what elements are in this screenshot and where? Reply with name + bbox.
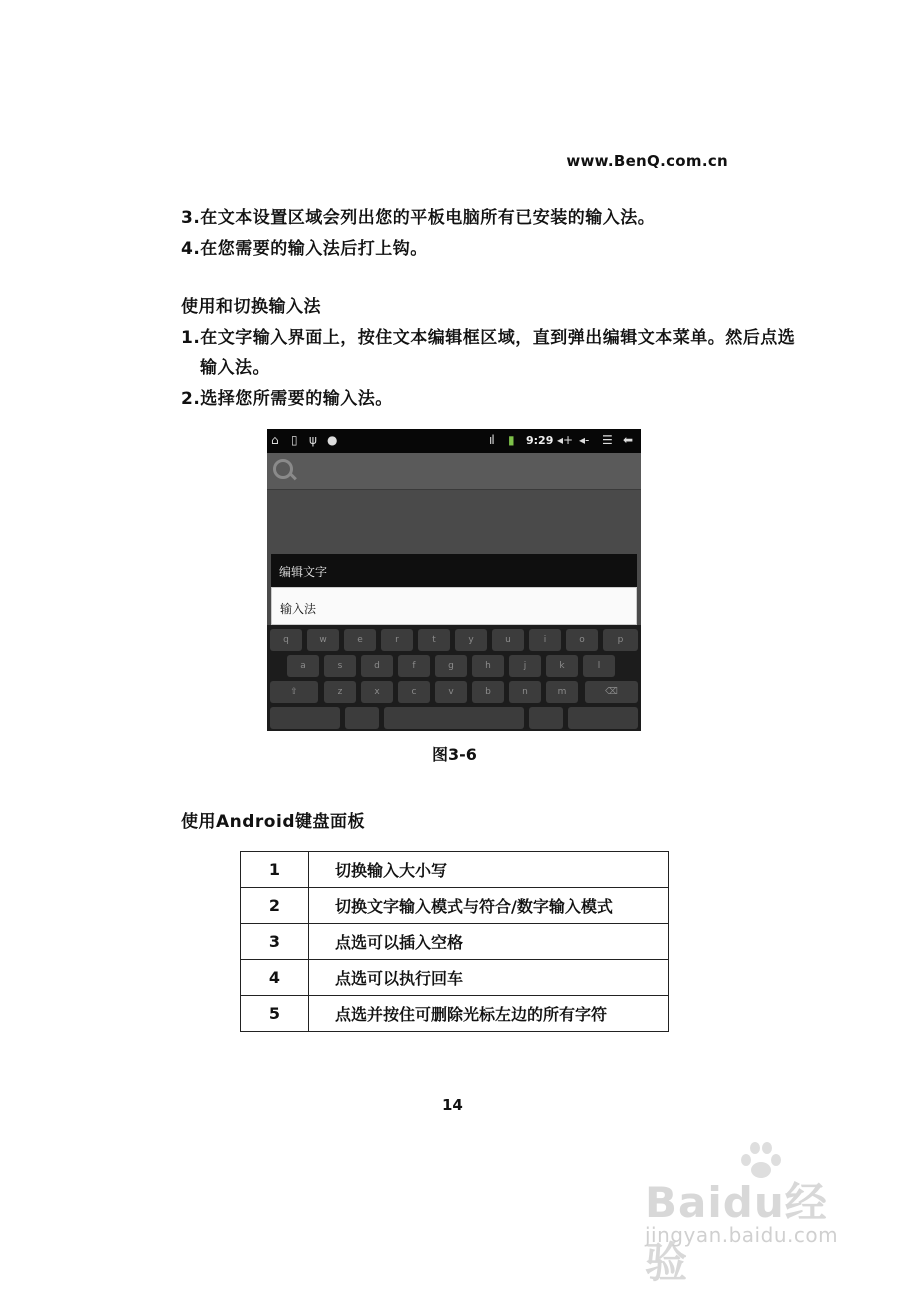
key[interactable]: m (546, 681, 578, 703)
key[interactable]: u (492, 629, 524, 651)
key[interactable]: l (583, 655, 615, 677)
key[interactable]: b (472, 681, 504, 703)
row-number: 4 (241, 960, 309, 996)
keyboard-function-table (240, 851, 669, 1032)
wifi-signal-icon: ıl (489, 433, 494, 447)
table-row (241, 960, 669, 996)
space-key[interactable] (384, 707, 524, 729)
key[interactable]: i (529, 629, 561, 651)
key[interactable]: z (324, 681, 356, 703)
row-number: 2 (241, 888, 309, 924)
figure-caption: 图3-6 (432, 745, 477, 764)
search-icon (273, 459, 293, 479)
table-row (241, 996, 669, 1032)
key[interactable]: f (398, 655, 430, 677)
row-description: 点选可以执行回车 (309, 960, 669, 996)
site-url: www.BenQ.com.cn (566, 152, 728, 170)
watermark-url: jingyan.baidu.com (645, 1223, 839, 1247)
section-heading-switch: 使用和切换输入法 (181, 297, 321, 317)
android-screenshot (267, 429, 641, 731)
page-number: 14 (442, 1096, 463, 1114)
keyboard-row-4 (267, 707, 641, 731)
key[interactable]: d (361, 655, 393, 677)
sd-card-icon: ▯ (291, 433, 298, 447)
key[interactable]: j (509, 655, 541, 677)
switch-step-1-line-2: 输入法。 (200, 358, 270, 378)
row-description: 切换输入大小写 (309, 852, 669, 888)
key[interactable]: r (381, 629, 413, 651)
step-4-text: 4.在您需要的输入法后打上钩。 (181, 239, 428, 259)
backspace-icon: ⌫ (605, 687, 618, 697)
switch-step-1-line-1: 1.在文字输入界面上，按住文本编辑框区域，直到弹出编辑文本菜单。然后点选 (181, 328, 796, 348)
key[interactable]: q (270, 629, 302, 651)
android-debug-icon: ● (327, 433, 338, 447)
key[interactable]: g (435, 655, 467, 677)
baidu-watermark (645, 1140, 865, 1287)
status-time: 9:29 (526, 434, 554, 447)
volume-up-icon: ◂+ (557, 433, 574, 447)
row-description: 切换文字输入模式与符合/数字输入模式 (309, 888, 669, 924)
table-row (241, 852, 669, 888)
key[interactable]: p (603, 629, 638, 651)
key[interactable]: v (435, 681, 467, 703)
key[interactable]: c (398, 681, 430, 703)
usb-icon: ψ (309, 433, 317, 447)
key[interactable]: w (307, 629, 339, 651)
soft-keyboard (267, 625, 641, 731)
section-heading-keyboard: 使用Android键盘面板 (181, 812, 365, 832)
watermark-logo-text: Baidu经验 (645, 1178, 828, 1287)
home-icon: ⌂ (271, 433, 279, 447)
battery-icon: ▮ (508, 433, 515, 447)
keyboard-row-2 (267, 655, 641, 679)
symbols-key[interactable] (270, 707, 340, 729)
key[interactable]: t (418, 629, 450, 651)
row-number: 5 (241, 996, 309, 1032)
row-number: 3 (241, 924, 309, 960)
key[interactable]: y (455, 629, 487, 651)
keyboard-row-3 (267, 681, 641, 705)
key[interactable]: a (287, 655, 319, 677)
status-bar (267, 429, 641, 453)
key[interactable]: n (509, 681, 541, 703)
key[interactable]: o (566, 629, 598, 651)
shift-icon: ⇧ (290, 687, 298, 697)
keyboard-row-1 (267, 629, 641, 653)
search-bar[interactable] (267, 453, 641, 490)
period-key[interactable] (529, 707, 563, 729)
key[interactable]: e (344, 629, 376, 651)
comma-key[interactable] (345, 707, 379, 729)
menu-icon: ☰ (602, 433, 613, 447)
key[interactable]: s (324, 655, 356, 677)
dialog-title: 编辑文字 (271, 554, 637, 587)
dialog-item-input-method[interactable]: 输入法 (271, 587, 637, 625)
switch-step-2: 2.选择您所需要的输入法。 (181, 389, 393, 409)
table-row (241, 924, 669, 960)
row-description: 点选可以插入空格 (309, 924, 669, 960)
backspace-key[interactable] (585, 681, 638, 703)
back-icon: ⬅ (623, 433, 634, 447)
shift-key[interactable] (270, 681, 318, 703)
key[interactable]: k (546, 655, 578, 677)
row-number: 1 (241, 852, 309, 888)
enter-key[interactable] (568, 707, 638, 729)
key[interactable]: x (361, 681, 393, 703)
table-row (241, 888, 669, 924)
step-3-text: 3.在文本设置区域会列出您的平板电脑所有已安装的输入法。 (181, 208, 656, 228)
row-description: 点选并按住可删除光标左边的所有字符 (309, 996, 669, 1032)
volume-down-icon: ◂- (579, 433, 590, 447)
key[interactable]: h (472, 655, 504, 677)
